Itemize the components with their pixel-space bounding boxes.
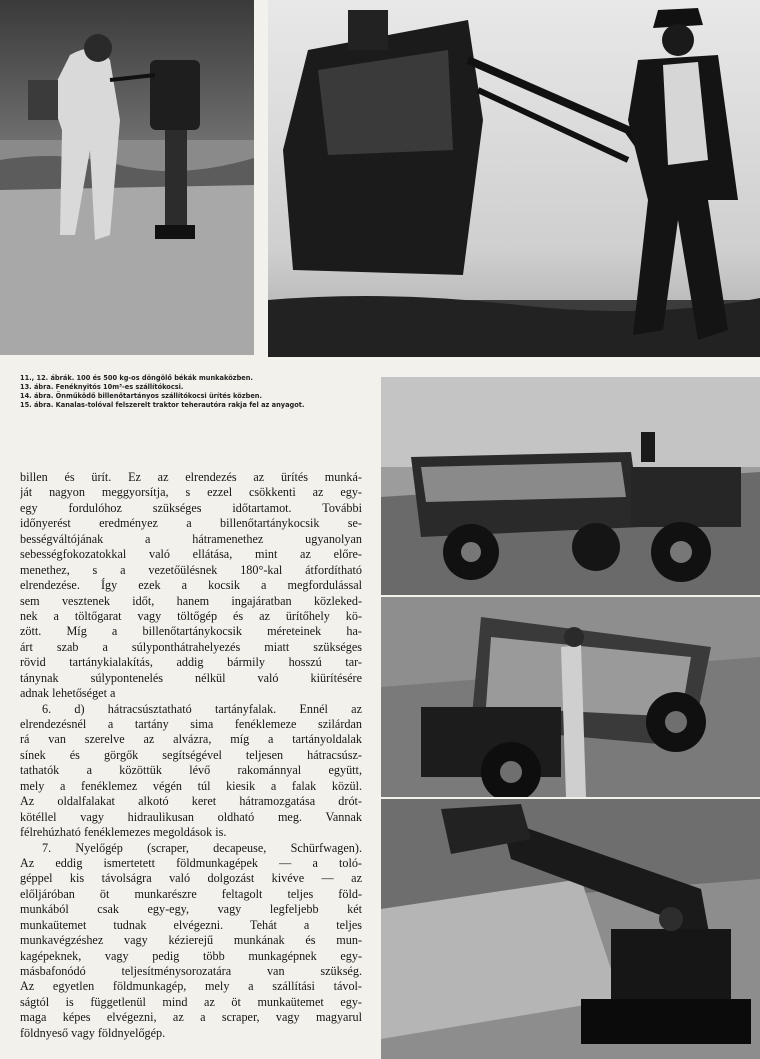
body-line: Az eddig ismertetett földmunkagépek — a toló- bbox=[20, 855, 362, 870]
figure-captions bbox=[20, 374, 390, 410]
caption-fig-11-12: 11., 12. ábrák. 100 és 500 kg-os döngölő békák munkaközben. bbox=[20, 374, 253, 382]
photo-fig-14-tipping-wagon bbox=[381, 597, 760, 797]
body-line: tánynak súlypontenelés nélkül való kiürítésére bbox=[20, 670, 362, 685]
body-line: másbafonódó teljesítménysorozatára van szükség. bbox=[20, 964, 362, 978]
body-line: árt szab a súlyponthátrahelyezés miatt szükséges bbox=[20, 639, 362, 654]
body-line: elrendezésnél a tartány sima fenéklemeze szilárdan bbox=[20, 717, 362, 731]
body-line: tathatók a közöttük lévő rakománnyal együtt, bbox=[20, 763, 362, 778]
body-line: nek a töltőgarat vagy töltőgép és az ürítőhely kö- bbox=[20, 608, 362, 623]
body-line: elrendezése. Így ezek a kocsik a megfordulással bbox=[20, 578, 362, 593]
body-line: kötéllel vagy hidraulikusan oldható meg. Vannak bbox=[20, 809, 362, 824]
photo-fig-12-large-rammer bbox=[268, 0, 760, 357]
body-line: billen és ürít. Ez az elrendezés az ürítés munká- bbox=[20, 470, 362, 484]
body-line: kagépeknek, vagy pedig több munkagépnek egy- bbox=[20, 948, 362, 963]
body-line: rá van szerelve az alvázra, míg a tartányoldalak bbox=[20, 732, 362, 747]
body-line: időnyerést eredményez a billenőtartánykocsik se- bbox=[20, 516, 362, 531]
photo-fig-15-loader-tractor bbox=[381, 799, 760, 1059]
body-line: munkavégzéshez vagy kézierejű munkának és mun- bbox=[20, 933, 362, 948]
body-line: ságtól is függetlenül mind az öt munkaütemet egy- bbox=[20, 994, 362, 1009]
photo-fig-11-rammer-worker bbox=[0, 0, 254, 355]
photo-fig-13-bottom-dump-wagon bbox=[381, 377, 760, 595]
body-line: előljáróban öt munkarészre feltagolt teljes föld- bbox=[20, 886, 362, 901]
section-heading-line bbox=[20, 702, 362, 717]
body-line: félrehúzható fenéklemezes megoldások is. bbox=[20, 825, 227, 840]
body-line: ját nagyon meggyorsítja, s ezzel csökkenti az egy- bbox=[20, 485, 362, 500]
body-line: egy fordulóhoz szükséges időtartamot. További bbox=[20, 500, 362, 515]
body-line: géppel kis távolságra való dolgozást kivéve — az bbox=[20, 871, 362, 886]
body-line: maga képes elvégezni, az a scraper, vagy magyarul bbox=[20, 1010, 362, 1025]
body-line: sem vesztenek időt, hanem ingajáratban közleked- bbox=[20, 593, 362, 608]
body-line: mely a fenéklemez végén túl kiesik a falak közül. bbox=[20, 778, 362, 793]
body-line: rövid tartánykialakítás, addig bármily hosszú tar- bbox=[20, 655, 362, 670]
caption-fig-13: 13. ábra. Fenéknyitós 10m³-es szállítókocsi. bbox=[20, 383, 184, 391]
body-line: munkából csak egy-egy, vagy legfeljebb két bbox=[20, 902, 362, 917]
body-line: adnak lehetőséget a bbox=[20, 686, 116, 701]
body-line: földnyeső vagy földnyelőgép. bbox=[20, 1025, 166, 1040]
section-7-text: 7. Nyelőgép (scraper, decapeuse, Schürfwagen). bbox=[42, 840, 362, 855]
section-6d-text: 6. d) hátracsúsztatható tartányfalak. Ennél az bbox=[42, 701, 362, 716]
caption-fig-14: 14. ábra. Önműködő billenőtartányos szállítókocsi ürítés közben. bbox=[20, 392, 263, 400]
body-text-column bbox=[20, 470, 362, 1041]
section-heading-line bbox=[20, 841, 362, 856]
body-line: Az oldalfalakat alkotó keret hátramozgatása drót- bbox=[20, 794, 362, 809]
body-line: bességváltójának a hátramenethez ugyanolyan bbox=[20, 531, 362, 546]
body-line: Az egyetlen földmunkagép, mely a szállítási távol- bbox=[20, 979, 362, 994]
body-line: sínek és görgők segítségével teljesen hátracsúsz- bbox=[20, 747, 362, 762]
body-line: munkaütemet tudnak elvégezni. Tehát a teljes bbox=[20, 917, 362, 932]
body-line: menethez, s a vezetőülésnek 180°-kal átfordítható bbox=[20, 562, 362, 577]
body-line: zött. Míg a billenőtartánykocsik méreteinek ha- bbox=[20, 624, 362, 639]
body-line: sebességfokozatokkal való ellátása, mint az előre- bbox=[20, 547, 362, 562]
caption-fig-15: 15. ábra. Kanalas-tolóval felszerelt traktor teherautóra rakja fel az anyagot. bbox=[20, 401, 305, 409]
